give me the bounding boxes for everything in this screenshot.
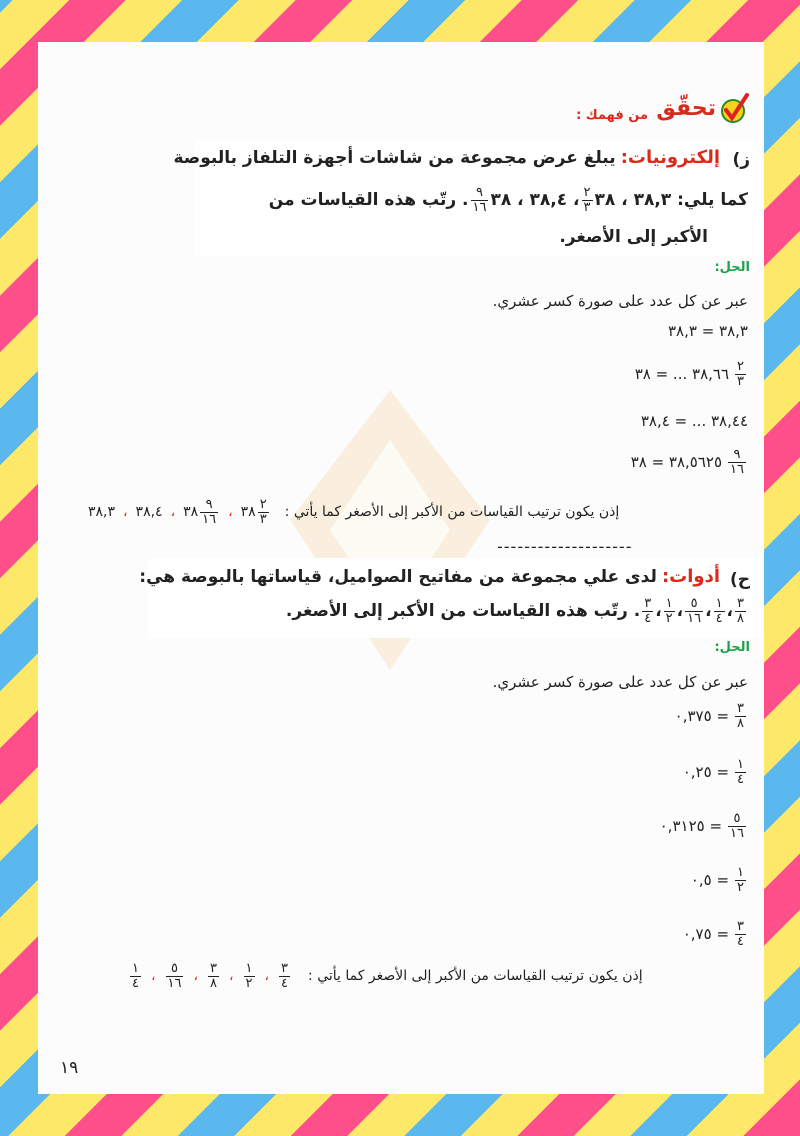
question-1-topic: إلكترونيات:: [620, 147, 720, 168]
equation-1-4: ٣٨,٥٦٢٥ = ٣٨ $\frac{٩}{١٦}$: [630, 447, 744, 477]
solution-label-1: الحل:: [714, 260, 750, 275]
order-1-item-3: ٣٨ $\frac{٩}{١٦}$: [183, 497, 217, 527]
order-2-item-3: $\frac{٣}{٨}$: [210, 961, 217, 991]
fraction-two-thirds: $\frac{٢}{٣}$: [583, 185, 591, 215]
equation-2-2: ٠,٢٥ = $\frac{١}{٤}$: [682, 757, 744, 787]
question-2-text: لدى علي مجموعة من مفاتيح الصواميل، قياساتها بالبوصة هي:: [139, 567, 657, 587]
order-1-item-1: ٣٨,٣: [88, 504, 116, 521]
instruction-2: عبر عن كل عدد على صورة كسر عشري.: [492, 673, 748, 691]
equation-2-4: ٠,٥ = $\frac{١}{٢}$: [690, 865, 744, 895]
equation-2-1: ٠,٣٧٥ = $\frac{٣}{٨}$: [674, 701, 744, 731]
order-1-item-4: ٣٨ $\frac{٢}{٣}$: [240, 497, 267, 527]
question-2-line-1: [139, 566, 720, 587]
fraction-nine-sixteenths: $\frac{٩}{١٦}$: [472, 185, 487, 215]
order-result-1: ٣٨,٣ ، ٣٨,٤ ، ٣٨ $\frac{٩}{١٦}$ ، ٣٨ $\frac{٢}{٣}$ إذن يكون ترتيب القياسات من الأكبر إلى الأصغر كما يأتي :: [88, 497, 620, 527]
order-2-item-4: $\frac{١}{٢}$: [245, 961, 253, 991]
question-1-line-2: كما يلي: ٣٨,٣ ، ٣٨ $\frac{٢}{٣}$ ، ٣٨,٤ ، ٣٨ $\frac{٩}{١٦}$ . رتّب هذه القياسات من: [268, 185, 748, 215]
question-2-label: ح): [729, 570, 750, 590]
section-divider: --------------------: [497, 537, 633, 556]
page-number: ١٩: [60, 1058, 79, 1078]
equation-2-3: ٠,٣١٢٥ = $\frac{٥}{١٦}$: [659, 811, 744, 841]
checkmark-icon: [720, 92, 750, 128]
order-2-item-2: $\frac{٥}{١٦}$: [167, 961, 182, 991]
order-2-item-5: $\frac{٣}{٤}$: [281, 961, 289, 991]
question-1-label: ز): [732, 150, 750, 170]
question-1-text: يبلغ عرض مجموعة من شاشات أجهزة التلفاز بالبوصة: [173, 148, 616, 168]
order-1-item-2: ٣٨,٤: [135, 504, 163, 521]
equation-1-2: ٣٨,٦٦ ... = ٣٨ $\frac{٢}{٣}$: [634, 359, 744, 389]
question-2-topic: أدوات:: [661, 566, 720, 587]
question-2-line-2: $\frac{٣}{٨}$ ، $\frac{١}{٤}$ ، $\frac{٥}{١٦}$ ، $\frac{١}{٢}$ ، $\frac{٣}{٤}$ . رتّب هذه القياسات من الأكبر إلى الأصغر.: [285, 596, 744, 626]
check-title: تحقّق: [656, 96, 716, 121]
question-1-line-1: [174, 147, 721, 168]
check-subtitle: من فهمك :: [576, 108, 648, 123]
instruction-1: عبر عن كل عدد على صورة كسر عشري.: [492, 292, 748, 310]
order-2-item-1: $\frac{١}{٤}$: [132, 961, 139, 991]
question-1-line-3: الأكبر إلى الأصغر.: [559, 227, 708, 247]
order-result-2: $\frac{١}{٤}$ ، $\frac{٥}{١٦}$ ، $\frac{٣}{٨}$ ، $\frac{١}{٢}$ ، $\frac{٣}{٤}$ إذن يكون ترتيب القياسات من الأكبر إلى الأصغر كما يأتي :: [132, 961, 643, 991]
order-1-text: إذن يكون ترتيب القياسات من الأكبر إلى الأصغر كما يأتي :: [284, 504, 620, 521]
equation-1-3: ٣٨,٤٤ ... = ٣٨,٤: [640, 412, 748, 430]
order-2-text: إذن يكون ترتيب القياسات من الأكبر إلى الأصغر كما يأتي :: [308, 968, 643, 985]
equation-2-5: ٠,٧٥ = $\frac{٣}{٤}$: [682, 919, 744, 949]
equation-1-1: ٣٨,٣ = ٣٨,٣: [667, 322, 748, 340]
solution-label-2: الحل:: [714, 640, 750, 655]
